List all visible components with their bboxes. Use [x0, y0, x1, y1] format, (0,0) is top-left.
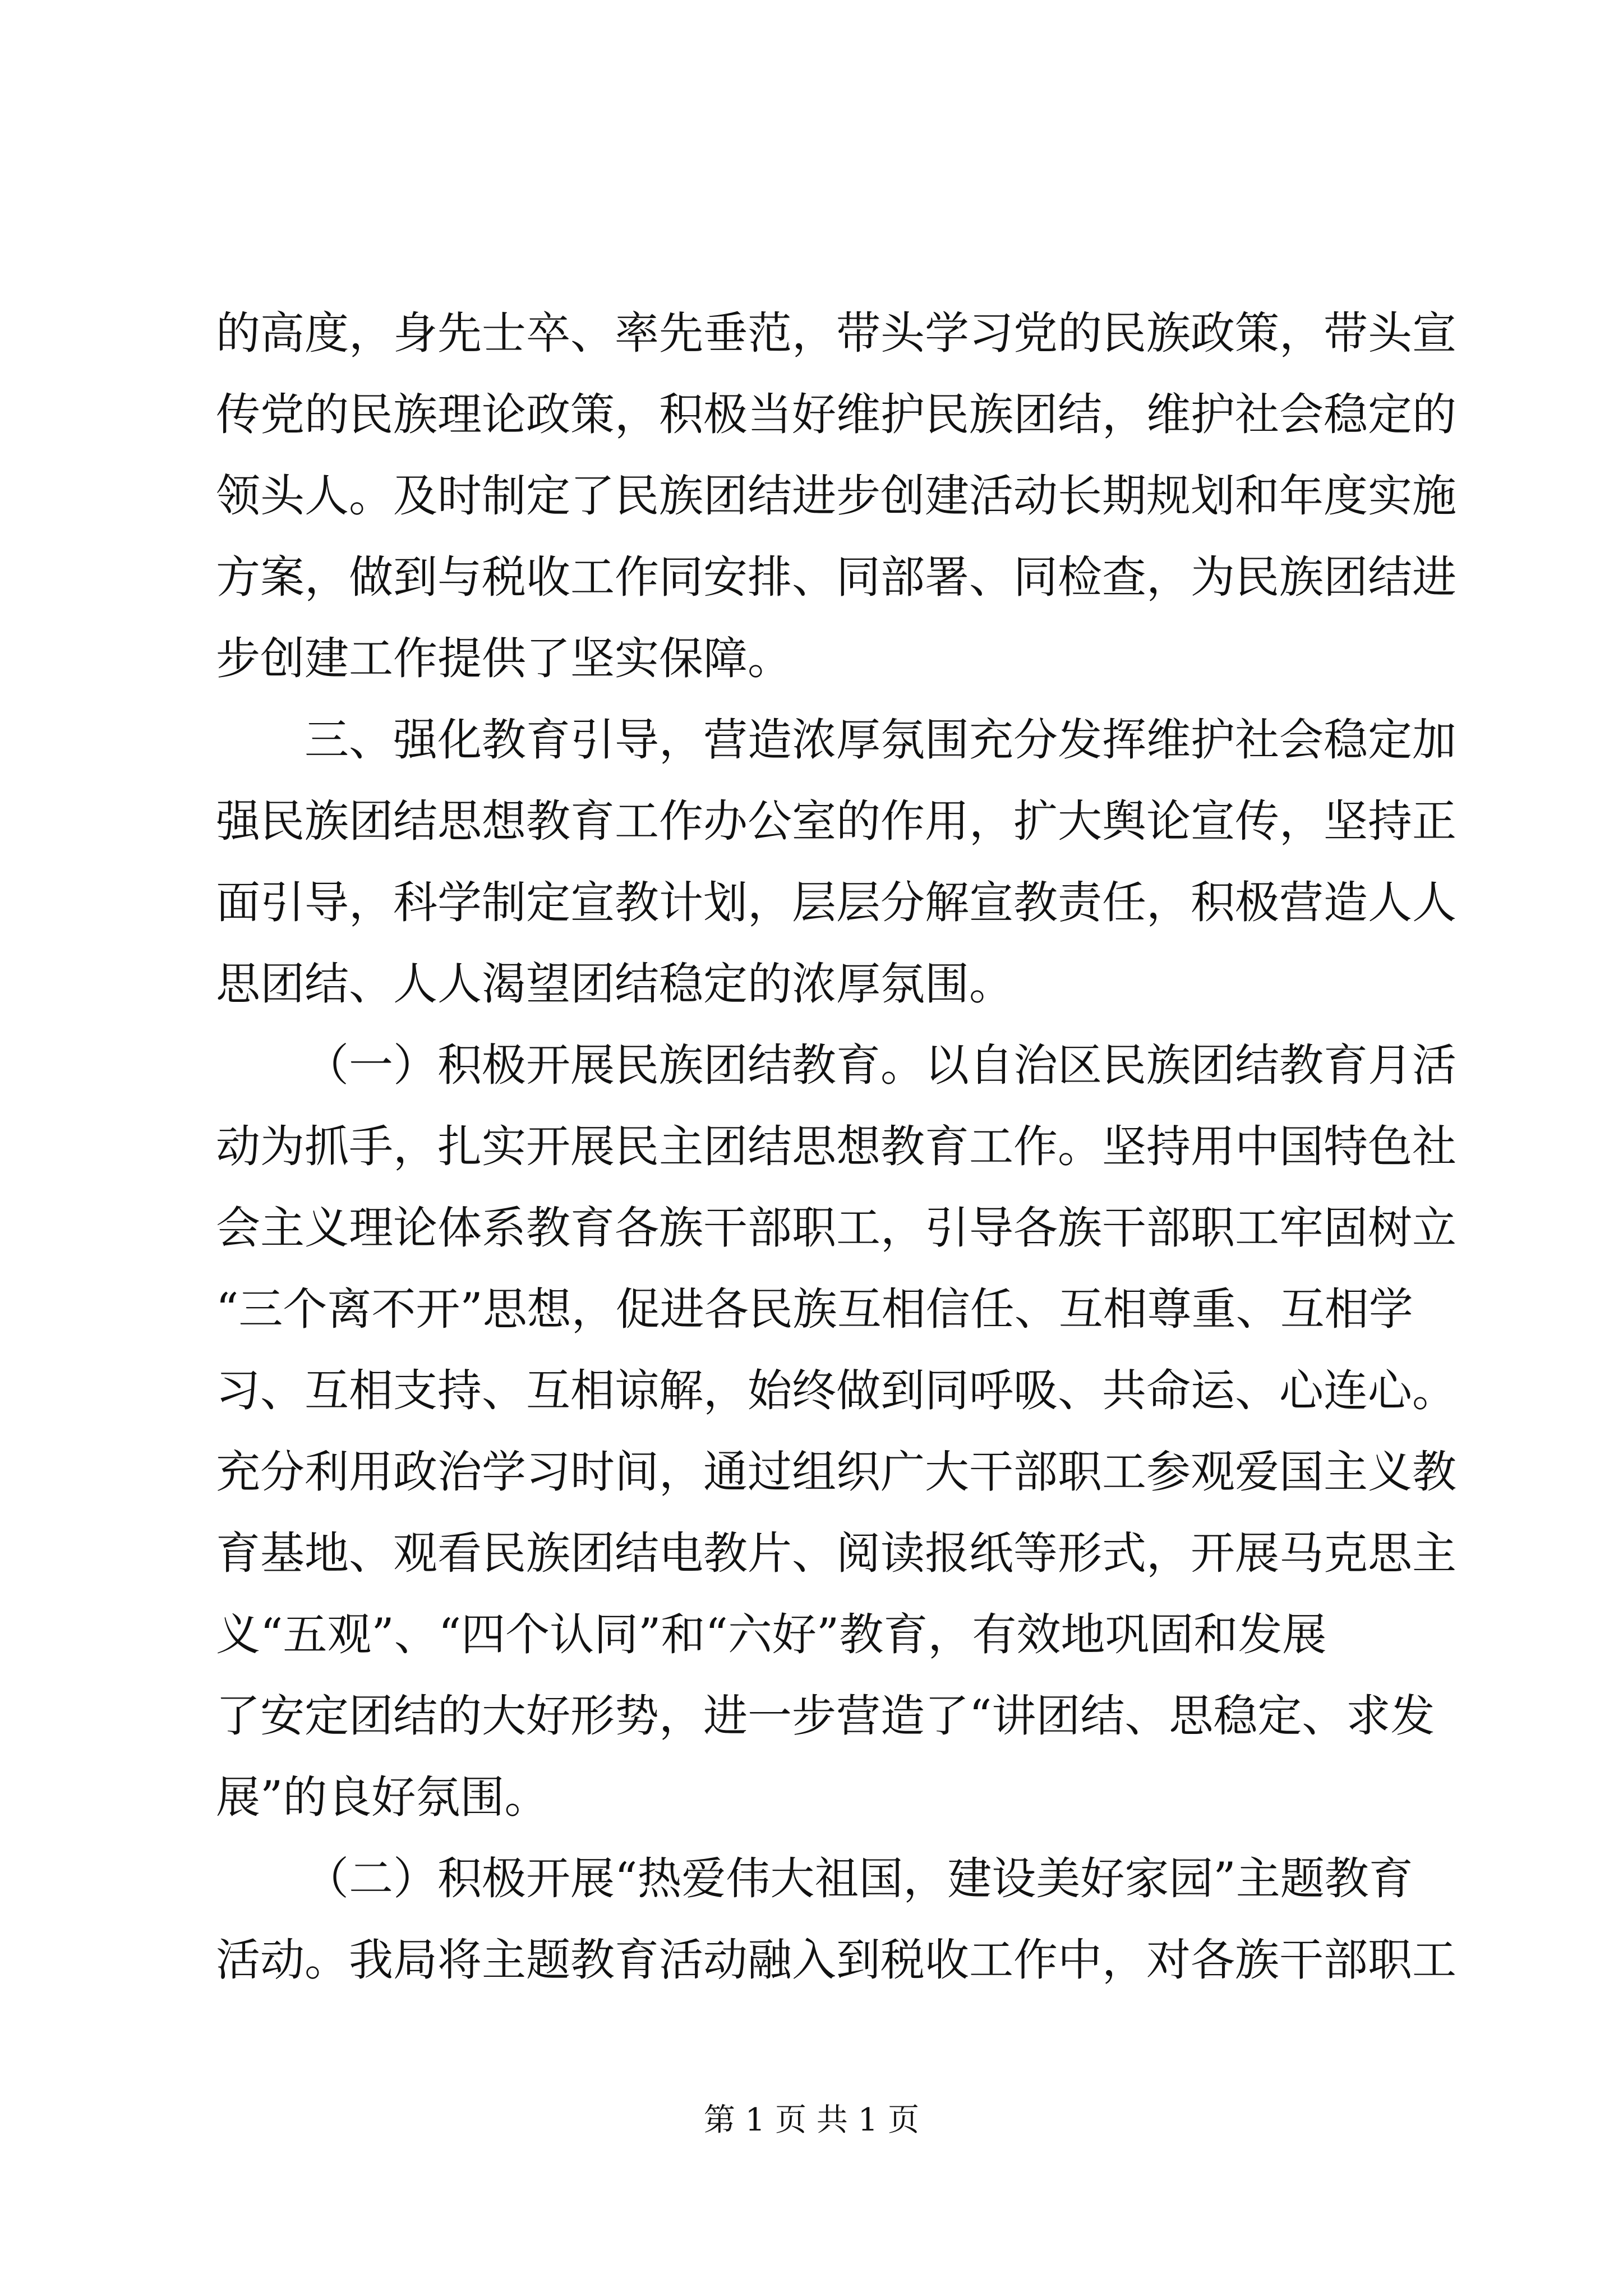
text-line: 方案，做到与税收工作同安排、同部署、同检查，为民族团结进	[216, 551, 1456, 603]
text-line: 三、强化教育引导，营造浓厚氛围充分发挥维护社会稳定加	[305, 714, 1456, 766]
text-line: 思团结、人人渴望团结稳定的浓厚氛围。	[216, 958, 1013, 1010]
text-line: 动为抓手，扎实开展民主团结思想教育工作。坚持用中国特色社	[216, 1121, 1456, 1172]
text-line: 面引导，科学制定宣教计划，层层分解宣教责任，积极营造人人	[216, 877, 1456, 928]
page-footer: 第 1 页 共 1 页	[703, 2102, 920, 2138]
document-body	[216, 293, 1456, 2001]
text-line: 展”的良好氛围。	[216, 1772, 549, 1823]
text-line: 育基地、观看民族团结电教片、阅读报纸等形式，开展马克思主	[216, 1527, 1456, 1579]
text-line: 义“五观”、“四个认同”和“六好”教育，有效地巩固和发展	[216, 1609, 1327, 1660]
text-line: “三个离不开”思想，促进各民族互相信任、互相尊重、互相学	[216, 1283, 1413, 1335]
text-line: 步创建工作提供了坚实保障。	[216, 633, 792, 684]
text-line: （二）积极开展“热爱伟大祖国，建设美好家园”主题教育	[305, 1853, 1413, 1904]
text-line: 习、互相支持、互相谅解，始终做到同呼吸、共命运、心连心。	[216, 1365, 1456, 1416]
text-line: 传党的民族理论政策，积极当好维护民族团结，维护社会稳定的	[216, 389, 1456, 440]
text-line: 会主义理论体系教育各族干部职工，引导各族干部职工牢固树立	[216, 1202, 1456, 1254]
text-line: 的高度，身先士卒、率先垂范，带头学习党的民族政策，带头宣	[216, 307, 1456, 359]
text-line: 充分利用政治学习时间，通过组织广大干部职工参观爱国主义教	[216, 1446, 1456, 1498]
text-line: 了安定团结的大好形势，进一步营造了“讲团结、思稳定、求发	[216, 1690, 1435, 1742]
text-line: 活动。我局将主题教育活动融入到税收工作中，对各族干部职工	[216, 1934, 1456, 1986]
text-line: 领头人。及时制定了民族团结进步创建活动长期规划和年度实施	[216, 470, 1456, 522]
text-line: 强民族团结思想教育工作办公室的作用，扩大舆论宣传，坚持正	[216, 795, 1456, 847]
text-line: （一）积极开展民族团结教育。以自治区民族团结教育月活	[305, 1039, 1456, 1091]
